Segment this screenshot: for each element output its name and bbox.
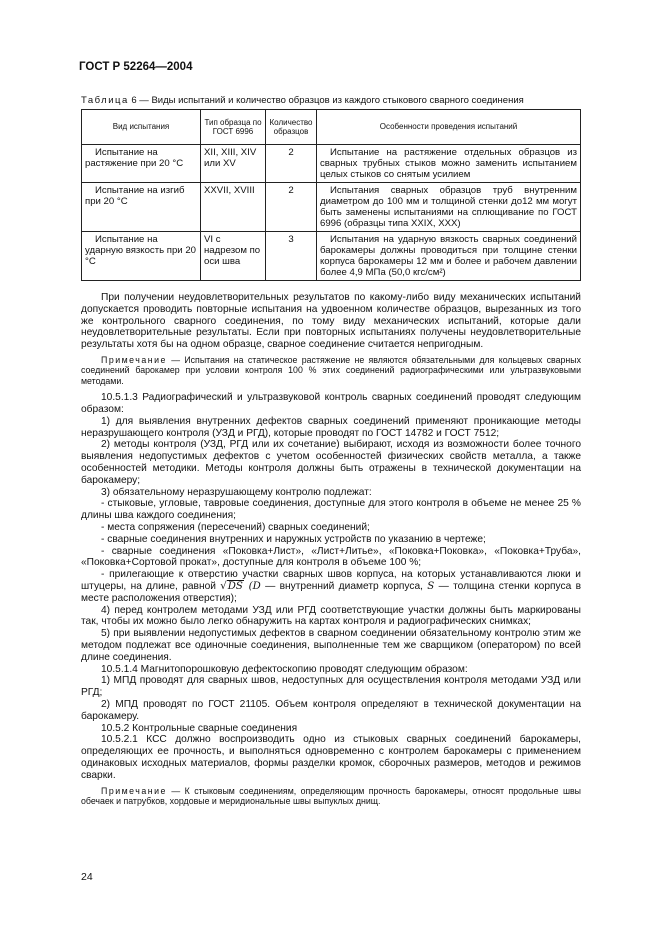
list-item: 5) при выявлении недопустимых дефектов в сварном соединении обязательному контролю этим же методом подлежат все одиночные соединения, выполненные тем же сварщиком (оператором) по всей длине соединения. <box>81 628 581 663</box>
header-sample-count: Количество образцов <box>266 110 317 145</box>
note-static-tension <box>81 355 581 386</box>
list-item: 4) перед контролем методами УЗД или РГД соответствующие участки должны быть маркированы так, чтобы их можно было легко обнаружить на картах контроля и радиографических снимках; <box>81 604 581 628</box>
table-row <box>82 145 581 183</box>
list-item: - стыковые, угловые, тавровые соединения, доступные для этого контроля в объеме не менее 25 % длины шва каждого соединения; <box>81 498 581 522</box>
list-item: 1) МПД проводят для сварных швов, недоступных для осуществления контроля методами УЗД или РГД; <box>81 675 581 699</box>
body-text <box>81 292 581 812</box>
cell-sample-count: 2 <box>266 145 317 183</box>
formula-mid-text: — внутренний диаметр корпуса, <box>260 580 428 592</box>
cell-test-notes: Испытания сварных образцов труб внутренним диаметром до 100 мм и толщиной стенки до12 мм могут быть заменены испытаниями на сплющивание по ГОСТ 6996 (образцы типа XXIX, XXX) <box>317 183 581 232</box>
cell-sample-type: XXVII, XVIII <box>201 183 266 232</box>
note-text: — Испытания на статическое растяжение не являются обязательными для кольцевых сварных соединений барокамер при условии контроля 100 % этих соединений радиографическими или ультразвуковыми методами. <box>81 354 581 386</box>
table-row <box>82 232 581 281</box>
note-text: — К стыковым соединениям, определяющим прочность барокамеры, относят продольные швы обечаек и патрубков, хордовые и меридиональные швы выпуклых днищ. <box>81 785 581 806</box>
paragraph-retest: При получении неудовлетворительных результатов по какому-либо виду механических испытаний допускается проводить повторные испытания на удвоенном количестве образцов, вырезанных из того же контрольного сварного соединения, по тому виду механических испытаний, которые дали неудовлетворительные результаты. Если при повторных испытаниях получены неудовлетворительные результаты хотя бы на одном образце, сварное соединение считается непригодным. <box>81 292 581 351</box>
section-10-5-1-3: 10.5.1.3 Радиографический и ультразвуковой контроль сварных соединений проводят следующим образом: <box>81 392 581 415</box>
list-item-formula <box>81 569 581 604</box>
header-sample-type: Тип образца по ГОСТ 6996 <box>201 110 266 145</box>
cell-sample-type: XII, XIII, XIV или XV <box>201 145 266 183</box>
table-caption <box>81 95 524 106</box>
table-row <box>82 183 581 232</box>
header-test-type: Вид испытания <box>82 110 201 145</box>
document-header: ГОСТ Р 52264—2004 <box>79 61 193 73</box>
sqrt-radicand: DS <box>227 580 243 592</box>
formula-d: (D <box>243 580 261 592</box>
list-item: - сварные соединения «Поковка+Лист», «Лист+Литье», «Поковка+Поковка», «Поковка+Труба», «Поковка+Сортовой прокат», доступные для контроля в объеме 100 %; <box>81 545 581 569</box>
note-butt-joints <box>81 786 581 807</box>
list-item: 3) обязательному неразрушающему контролю подлежат: <box>101 486 372 498</box>
note-label: Примечание <box>101 785 167 796</box>
table-caption-label: Таблица <box>81 95 129 106</box>
formula-lead-text: - прилегающие к отверстию участки сварных швов корпуса, на которых устанавливаются люки и штуцеры, на длине, равной <box>81 569 581 592</box>
cell-sample-count: 3 <box>266 232 317 281</box>
cell-test-notes: Испытания на ударную вязкость сварных соединений барокамеры должны проводиться при толщине стенки корпуса барокамеры 12 мм и более и рабочем давлении более 4,9 МПа (50,0 кгс/см²) <box>317 232 581 281</box>
section-10-5-2: 10.5.2 Контрольные сварные соединения <box>101 722 298 734</box>
cell-test-notes: Испытание на растяжение отдельных образцов из сварных трубных стыков можно заменить испытанием целых стыков со снятым усилием <box>317 145 581 183</box>
header-test-notes: Особенности проведения испытаний <box>317 110 581 145</box>
cell-sample-count: 2 <box>266 183 317 232</box>
page-number: 24 <box>81 871 93 883</box>
cell-test-type: Испытание на ударную вязкость при 20 °С <box>82 232 201 281</box>
sqrt-sign: √ <box>220 580 227 592</box>
formula-s: S <box>427 580 435 592</box>
list-item: - места сопряжения (пересечений) сварных соединений; <box>101 521 370 533</box>
list-item: 1) для выявления внутренних дефектов сварных соединений применяют проникающие методы неразрушающего контроля (УЗД и РГД), которые проводят по ГОСТ 14782 и ГОСТ 7512; <box>81 415 581 439</box>
list-item: 2) методы контроля (УЗД, РГД или их сочетание) выбирают, исходя из возможности более точного выявления недопустимых дефектов с учетом особенностей физических свойств металла, а также особенностей методики. Методы контроля должны быть отражены в технической документации на барокамеру; <box>81 439 581 486</box>
section-10-5-2-1: 10.5.2.1 КСС должно воспроизводить одно из стыковых сварных соединений барокамеры, определяющих ее прочность, и выполняться одновременно с контролем барокамеры с применением одинаковых исходных материалов, формы разделки кромок, сборочных размеров, методов и режимов сварки. <box>81 734 581 781</box>
cell-test-type: Испытание на изгиб при 20 °С <box>82 183 201 232</box>
cell-sample-type: VI с надрезом по оси шва <box>201 232 266 281</box>
cell-test-type: Испытание на растяжение при 20 °С <box>82 145 201 183</box>
list-item: 2) МПД проводят по ГОСТ 21105. Объем контроля определяют в технической документации на барокамеру. <box>81 698 581 722</box>
formula-tail-text: — толщина стенки корпуса в месте расположения отверстия); <box>81 580 581 604</box>
table-caption-text: 6 — Виды испытаний и количество образцов из каждого стыкового сварного соединения <box>128 95 524 106</box>
tests-table <box>81 109 581 281</box>
note-label: Примечание <box>101 354 167 365</box>
list-item: - сварные соединения внутренних и наружных устройств по указанию в чертеже; <box>101 533 486 545</box>
section-10-5-1-4: 10.5.1.4 Магнитопорошковую дефектоскопию проводят следующим образом: <box>101 663 468 675</box>
table-header-row <box>82 110 581 145</box>
sqrt-formula <box>220 580 261 592</box>
